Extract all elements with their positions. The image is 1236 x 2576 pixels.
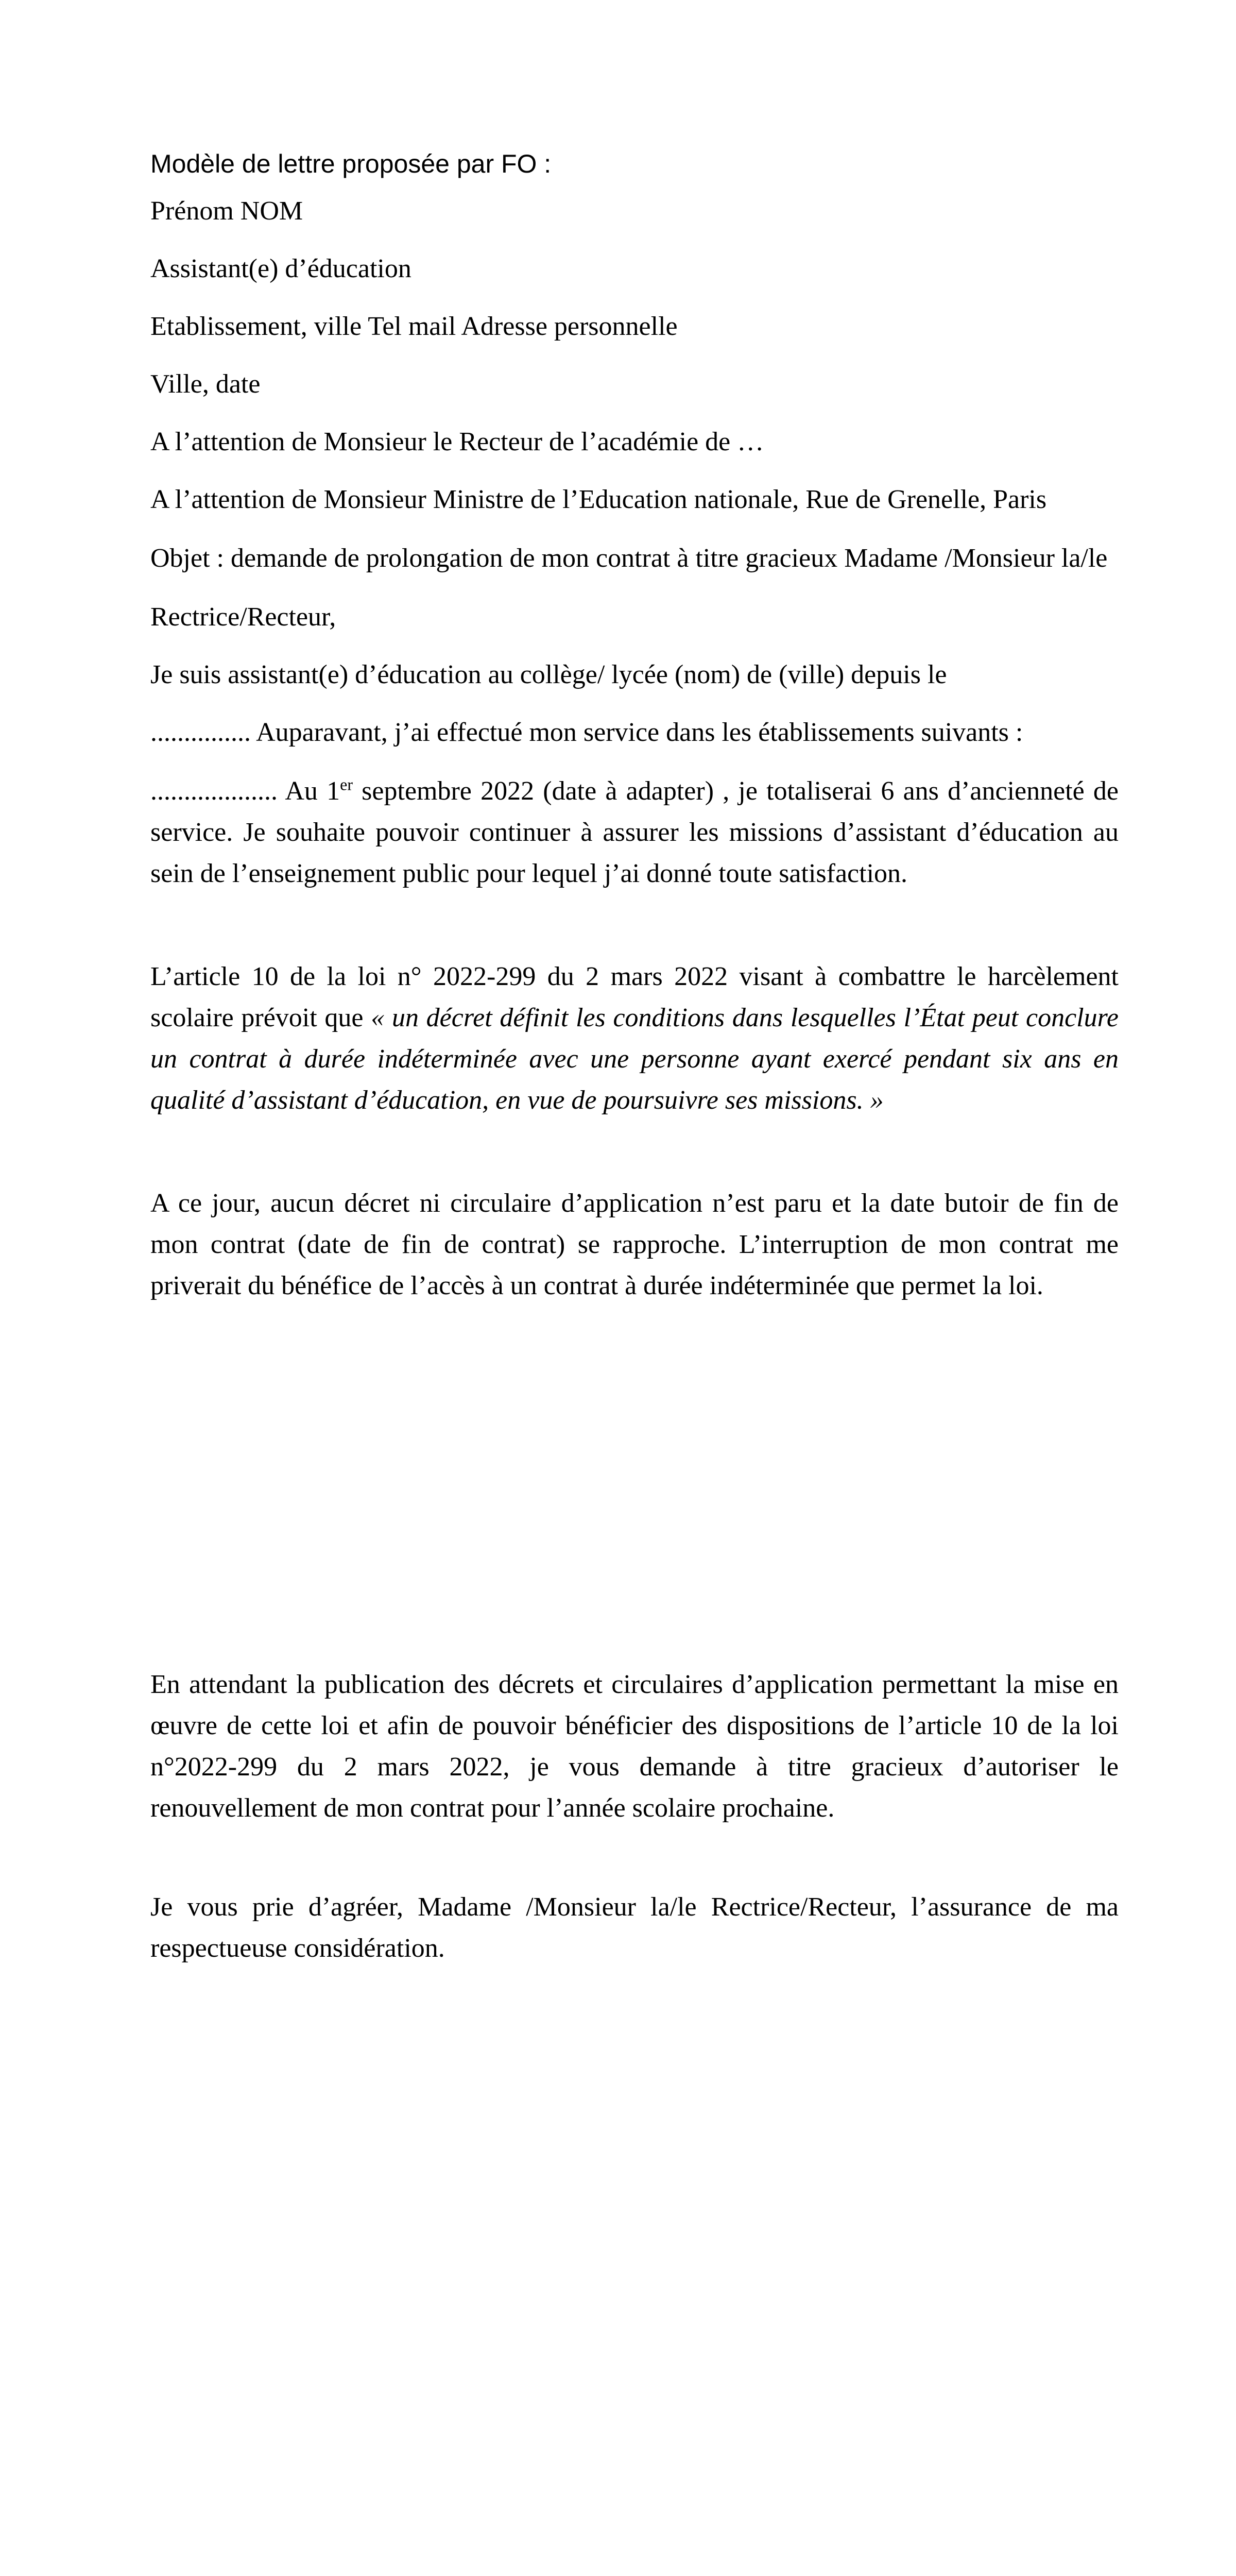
sender-role: Assistant(e) d’éducation bbox=[150, 254, 411, 283]
sender-details: Etablissement, ville Tel mail Adresse personnelle bbox=[150, 312, 678, 341]
salutation: Rectrice/Recteur, bbox=[150, 602, 336, 632]
intro-line-3-rest: septembre 2022 (date à adapter) , je totaliserai 6 ans d’ancienneté de service. Je souhaite pouvoir continuer à assurer les missions d’assistant d’éducation au sein de l’enseignement public pour lequel j’ai donné toute satisfaction. bbox=[150, 776, 1119, 888]
letter-object: Objet : demande de prolongation de mon contrat à titre gracieux Madame /Monsieur la/le bbox=[150, 544, 1108, 573]
place-date: Ville, date bbox=[150, 369, 261, 399]
recipient-recteur: A l’attention de Monsieur le Recteur de l’académie de … bbox=[150, 427, 764, 456]
situation-paragraph: A ce jour, aucun décret ni circulaire d’application n’est paru et la date butoir de fin de mon contrat (date de fin de contrat) se rapproche. L’interruption de mon contrat me priverait du bénéfice de l’accès à un contrat à durée indéterminée que permet la loi. bbox=[150, 1189, 1119, 1300]
paragraph-spacer bbox=[150, 912, 1119, 956]
article-quote: « un décret définit les conditions dans lesquelles l’État peut conclure un contrat à durée indéterminée avec une personne ayant exercé pendant six ans en qualité d’assistant d’éducation, en vue de poursuivre ses missions. » bbox=[150, 1003, 1119, 1115]
letter-body bbox=[150, 145, 1119, 1987]
intro-line-3-start: ................... Au 1 bbox=[150, 776, 340, 806]
large-blank-space bbox=[150, 1324, 1119, 1664]
recipient-ministre: A l’attention de Monsieur Ministre de l’Education nationale, Rue de Grenelle, Paris bbox=[150, 485, 1047, 514]
closing-paragraph: Je vous prie d’agréer, Madame /Monsieur la/le Rectrice/Recteur, l’assurance de ma respectueuse considération. bbox=[150, 1892, 1119, 1963]
paragraph-spacer bbox=[150, 1846, 1119, 1887]
ordinal-superscript: er bbox=[340, 775, 353, 794]
request-paragraph: En attendant la publication des décrets et circulaires d’application permettant la mise en œuvre de cette loi et afin de pouvoir bénéficier des dispositions de l’article 10 de la loi n°2022-299 du 2 mars 2022, je vous demande à titre gracieux d’autoriser le renouvellement de mon contrat pour l’année scolaire prochaine. bbox=[150, 1670, 1119, 1823]
intro-line-3 bbox=[150, 771, 1119, 894]
article-paragraph bbox=[150, 956, 1119, 1121]
article-lead: L’article 10 de la loi n° 2022-299 du 2 mars 2022 visant à combattre le harcèlement scolaire prévoit que bbox=[150, 962, 1119, 1032]
paragraph-spacer bbox=[150, 1139, 1119, 1183]
intro-line-2: ............... Auparavant, j’ai effectué mon service dans les établissements suivants : bbox=[150, 718, 1023, 747]
sender-name: Prénom NOM bbox=[150, 196, 303, 226]
intro-line-1: Je suis assistant(e) d’éducation au collège/ lycée (nom) de (ville) depuis le bbox=[150, 660, 947, 689]
document-heading: Modèle de lettre proposée par FO : bbox=[150, 149, 552, 178]
